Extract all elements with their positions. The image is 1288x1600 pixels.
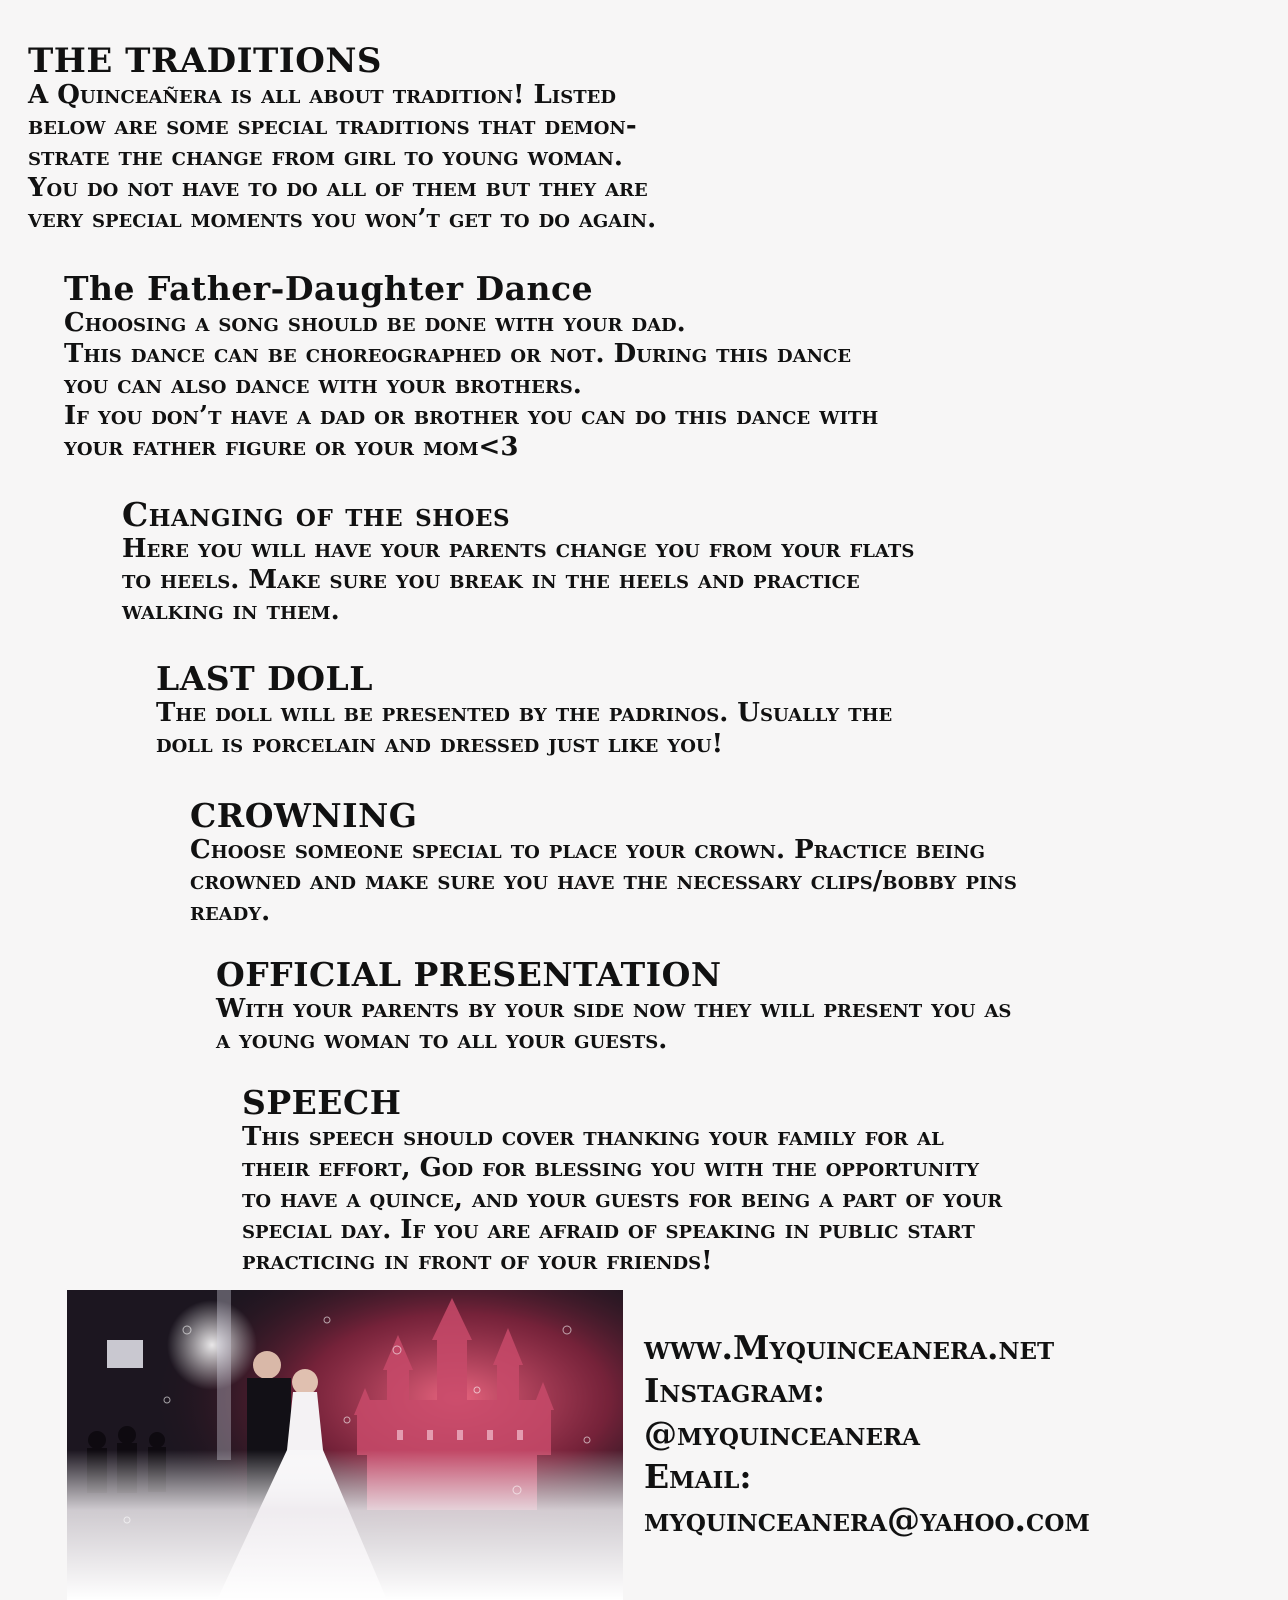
website-link[interactable]: www.Myquinceanera.net: [644, 1328, 1055, 1367]
section-line: a young woman to all your guests.: [216, 1025, 668, 1055]
page-title: THE TRADITIONS: [28, 41, 382, 81]
section-title: The Father-Daughter Dance: [64, 269, 594, 308]
section-line: you can also dance with your brothers.: [64, 370, 582, 400]
section-text: [64, 308, 1184, 463]
section-line: If you don’t have a dad or brother you can do this dance with: [64, 401, 879, 431]
section-title: CROWNING: [190, 796, 418, 835]
section-line: doll is porcelain and dressed just like you!: [156, 729, 724, 759]
section-line: Choosing a song should be done with your dad.: [64, 308, 686, 338]
intro-line: A Quinceañera is all about tradition! Listed: [28, 80, 616, 110]
official-presentation-section: [216, 956, 1288, 1056]
instagram-label: Instagram:: [644, 1371, 826, 1410]
section-text: [216, 994, 1288, 1056]
intro-line: below are some special traditions that demon-: [28, 111, 637, 141]
speech-section: [242, 1084, 1288, 1277]
intro-line: You do not have to do all of them but they are: [28, 173, 648, 203]
instagram-handle[interactable]: @myquinceanera: [644, 1414, 920, 1453]
section-line: This speech should cover thanking your family for al: [242, 1122, 944, 1152]
section-text: [190, 835, 1288, 928]
intro-line: very special moments you won’t get to do again.: [28, 204, 657, 234]
crowning-section: [190, 797, 1288, 928]
section-text: [242, 1122, 1288, 1277]
section-line: This dance can be choreographed or not. During this dance: [64, 339, 852, 369]
section-line: crowned and make sure you have the necessary clips/bobby pins: [190, 866, 1017, 896]
section-line: to have a quince, and your guests for being a part of your: [242, 1184, 1003, 1214]
section-line: Choose someone special to place your crown. Practice being: [190, 835, 985, 865]
section-title: Changing of the shoes: [122, 495, 511, 534]
father-daughter-dance-section: [64, 270, 1184, 463]
section-line: practicing in front of your friends!: [242, 1246, 713, 1276]
email-link[interactable]: myquinceanera@yahoo.com: [644, 1500, 1090, 1539]
intro-section: [28, 42, 1148, 235]
intro-text: [28, 80, 1148, 235]
section-text: [156, 698, 1276, 760]
section-title: SPEECH: [242, 1083, 402, 1122]
email-label: Email:: [644, 1457, 752, 1496]
section-text: [122, 534, 1242, 627]
section-line: Here you will have your parents change you from your flats: [122, 534, 915, 564]
section-title: OFFICIAL PRESENTATION: [216, 955, 722, 994]
section-line: special day. If you are afraid of speaking in public start: [242, 1215, 975, 1245]
section-line: their effort, God for blessing you with the opportunity: [242, 1153, 979, 1183]
contact-block: [644, 1326, 1090, 1541]
section-line: ready.: [190, 897, 271, 927]
section-line: The doll will be presented by the padrinos. Usually the: [156, 698, 893, 728]
section-line: your father figure or your mom<3: [64, 432, 519, 462]
section-line: to heels. Make sure you break in the heels and practice: [122, 565, 860, 595]
section-line: With your parents by your side now they will present you as: [216, 994, 1012, 1024]
father-daughter-dance-photo: [67, 1290, 623, 1600]
changing-shoes-section: [122, 496, 1242, 627]
section-title: LAST DOLL: [156, 659, 373, 698]
section-line: walking in them.: [122, 596, 340, 626]
last-doll-section: [156, 660, 1276, 760]
intro-line: strate the change from girl to young woman.: [28, 142, 623, 172]
